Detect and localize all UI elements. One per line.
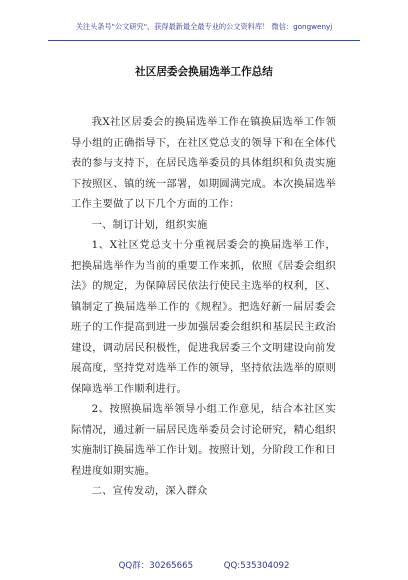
paragraph-intro: 我X社区居委会的换届选举工作在镇换届选举工作领导小组的正确指导下，在社区党总支的领导下和在全体代表的参与支持下，在居民选举委员的具体组织和负责实施下按照区、镇的统一部署，如期圆满完成。本次换届选举工作主要做了以下几个方面的工作： <box>71 116 336 210</box>
document-title: 社区居委会换届选举工作总结 <box>135 66 273 78</box>
paragraph-item-2: 2、按照换届选举领导小组工作意见，结合本社区实际情况，通过新一届居民选举委员会讨论研究，精心组织实施制订换届选举工作计划。按照计划，分阶段工作和日程进度如期实施。 <box>71 403 336 477</box>
paragraph-item-1: 1、X社区党总支十分重视居委会的换届选举工作，把换届选举作为当前的重要工作来抓，依照《居委会组织法》的规定，为保障居民依法行使民主选举的权利，区、镇制定了换届选举工作的《规程》。把选好新一届居委会班子的工作提高到进一步加强居委会组织和基层民主政治建设，调动居民积极性，促进我居委三个文明建设向前发展高度，坚持党对选举工作的领导，坚持依法选举的原则保障选举工作顺利进行。 <box>71 239 336 395</box>
document-body <box>71 112 336 502</box>
footer-qq-group: QQ群：30265665 <box>118 561 194 571</box>
section-heading-1: 一、制订计划，组织实施 <box>91 218 208 231</box>
section-heading-2: 二、宣传发动，深入群众 <box>91 485 208 497</box>
footer-contact <box>0 559 408 571</box>
header-divider <box>48 40 360 41</box>
header-banner: 关注头条号"公文研究"，获得最新最全最专业的公文资料库！ 微信：gongwenyj <box>75 22 333 31</box>
footer-qq-number: QQ:535304092 <box>223 561 290 571</box>
